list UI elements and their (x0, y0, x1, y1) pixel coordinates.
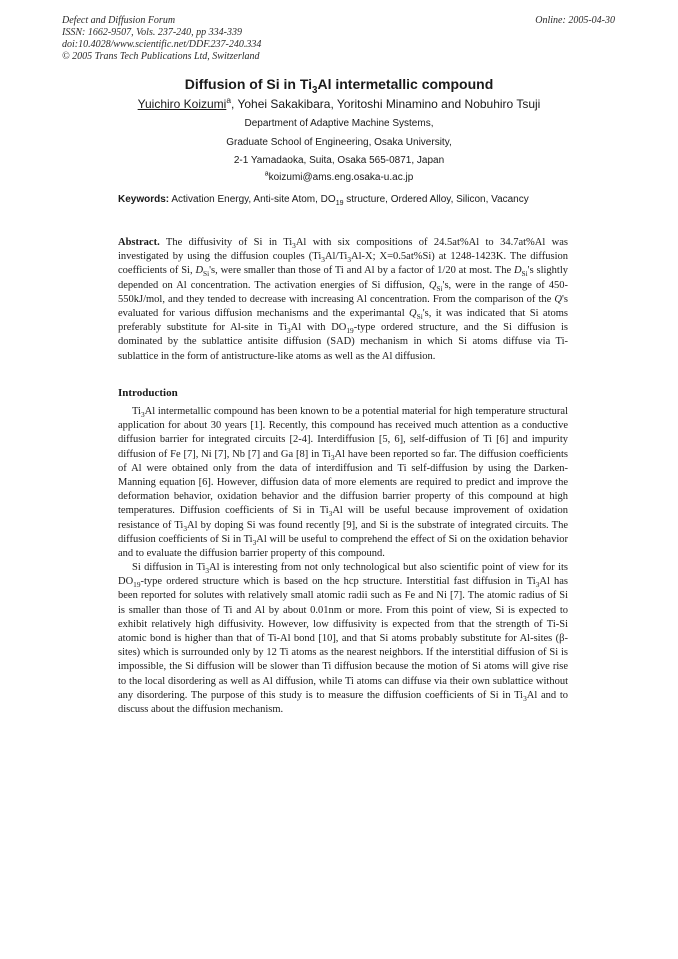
intro-paragraph-1: $Ti_3Al$ intermetallic compound has been known to be a potential material for high temperature structural application for about 30 years [1]. Recently, this compound has received much attention as a conductive diffusion barrier for integrated circuits [2-4]. Interdiffusion [5, 6], self-diffusion of Ti [6] and impurity diffusion of Fe [7], Ni [7], Nb [7] and Ga [8] in $Ti_3Al$ have been reported so far. The diffusion coefficients of Al were obtained only from the data of interdiffusion and Ti self-diffusion by using the Darken-Manning equation [6]. However, diffusion data of more elements are required to predict and improve the deformation behavior, oxidation behavior and the diffusion barrier property of this compound at high temperatures. Diffusion coefficients of Si in $Ti_3Al$ will be useful because improvement of oxidation resistance of $Ti_3Al$ by doping Si was found recently [9], and Si is the substrate of integrated circuits. The diffusion coefficients of Si in $Ti_3Al$ will be useful to comprehend the effect of Si on the oxidation behavior and to evaluate the diffusion barrier property of this compound. (118, 406, 568, 560)
journal-header (62, 15, 261, 63)
issn-line: ISSN: 1662-9507, Vols. 237-240, pp 334-339 (62, 27, 242, 38)
author-email: $^a$koizumi@ams.eng.osaka-u.ac.jp (264, 170, 414, 183)
abstract-paragraph: Abstract. The diffusivity of Si in $Ti_3Al$ with six compositions of 24.5at%Al to 34.7at%Al was investigated by using the diffusion couples ($Ti_3Al/Ti_3Al-X$; X=0.5at%Si) at 1248-1423K. The diffusion coefficients of Si, $D_{Si}'s$, were smaller than those of Ti and Al by a factor of 1/20 at most. The $D_{Si}'s$ slightly depended on Al concentration. The activation energies of Si diffusion, $Q_{Si}'s$, were in the range of 450-550kJ/mol, and they tended to decrease with increasing Al concentration. From the comparison of the Q's evaluated for various diffusion mechanisms and the experimantal $Q_{Si}'s$, it was indicated that Si atoms preferably substitute for Al-site in $Ti_3Al$ with $DO_{19}$-type ordered structure, and the Si diffusion is dominated by the sublattice antisite diffusion (SAD) mechanism in which Si atoms diffuse via Ti-sublattice in the form of antistructure-like atoms as well as the Al diffusion. (118, 237, 568, 362)
corresponding-author: Yuichiro Koizumi (137, 97, 227, 111)
abstract-label: Abstract. (118, 237, 160, 248)
journal-name: Defect and Diffusion Forum (62, 15, 176, 26)
copyright-line: © 2005 Trans Tech Publications Ltd, Switzerland (62, 51, 260, 62)
affiliation-line-1: Department of Adaptive Machine Systems, (244, 118, 434, 129)
section-heading-introduction: Introduction (118, 387, 178, 399)
affiliation-line-2: Graduate School of Engineering, Osaka University, (226, 137, 452, 148)
author-list: Yuichiro Koizumi$^a$, Yohei Sakakibara, Yoritoshi Minamino and Nobuhiro Tsuji (137, 95, 541, 111)
online-date: Online: 2005-04-30 (535, 15, 615, 26)
keywords-label: Keywords: (118, 194, 170, 205)
affiliation-line-3: 2-1 Yamadaoka, Suita, Osaka 565-0871, Japan (233, 155, 445, 166)
intro-paragraph-2: Si diffusion in $Ti_3Al$ is interesting from not only technological but also scientific point of view for its $DO_{19}$-type ordered structure which is based on the hcp structure. Interstitial fast diffusion in $Ti_3Al$ has been reported for solutes with relatively small atomic radii such as Fe and Ni [7]. The atomic radius of Si is smaller than those of Ti and Al by about 0.01nm or more. From this point of view, Si is expected to exhibit relatively high diffusivity. However, low diffusivity is expected from that the strength of Ti-Si atomic bond is higher than that of Ti-Al bond [10], and that Si atoms probably substitute for Al-sites (β-sites) which is surrounded only by 12 Ti atoms as the nearest neighbors. If the interstitial diffusion of Si is impossible, the Si diffusion will be slower than Ti diffusion because the motion of Si atoms will give rise to the local disordering as well as Al diffusion, while Ti atoms can diffuse via their own sublattice without any disordering. The purpose of this study is to measure the diffusion coefficients of Si in $Ti_3Al$ and to discuss about the diffusion mechanism. (118, 562, 568, 716)
keywords: Keywords: Activation Energy, Anti-site Atom, $DO_{19}$ structure, Ordered Alloy, Silicon, Vacancy (118, 194, 529, 207)
doi-line: doi:10.4028/www.scientific.net/DDF.237-240.334 (62, 39, 262, 50)
paper-title: Diffusion of Si in $Ti_3Al$ intermetallic compound (184, 76, 494, 96)
